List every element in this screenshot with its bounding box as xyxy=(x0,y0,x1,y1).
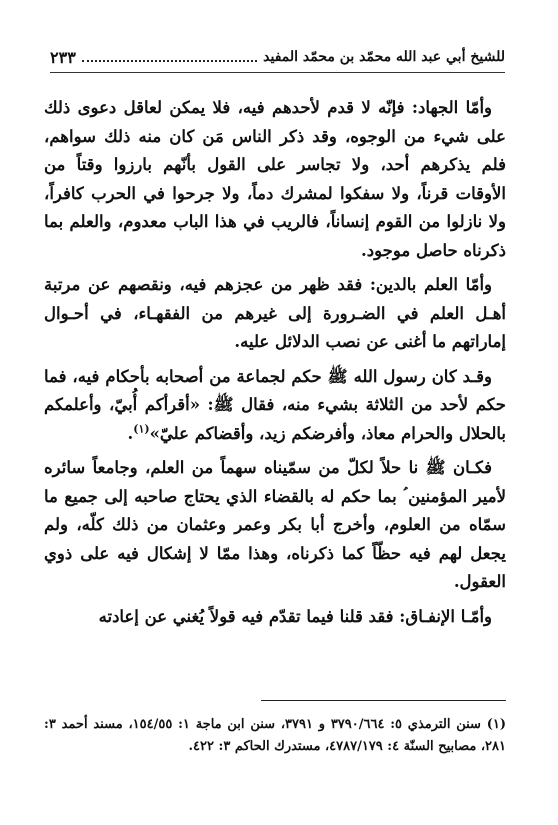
footnote-1: (١) سنن الترمذي ٥: ٣٧٩٠/٦٦٤ و ٣٧٩١، سنن ابن ماجة ١: ١٥٤/٥٥، مسند أحمد ٣: ٢٨١، مصابيح السنّة ٤: ٤٧٨٧/١٧٩، مستدرك الحاكم ٣: ٤٢٢. xyxy=(44,717,507,754)
paragraph-end-period: . xyxy=(127,423,134,443)
header-dot-leader xyxy=(82,52,257,62)
running-header xyxy=(50,44,505,70)
paragraph-jihad: وأمّا الجهاد: فإنّه لا قدم لأحدهم فيه، فلا يمكن لعاقل دعوى ذلك على شيء من الوجوه، وقد ذكر الناس مَن كان منه ذلك سواهم، فلم يذكرهم أحد، ولا تجاسر على القول بأنّهم بارزوا وقتاً من الأوقات قرناً، ولا سفكوا لمشرك دماً، ولا جرحوا في الحرب كافراً، ولا نازلوا من القوم إنساناً، فالريب في هذا الباب معدوم، والعلم بما ذكرناه حاصل موجود. xyxy=(44,98,506,260)
footnote-reference: (١) xyxy=(133,422,150,435)
running-header-title: للشيخ أبي عبد الله محمّد بن محمّد المفيد xyxy=(263,49,505,65)
main-text xyxy=(44,94,506,631)
page-number: ٢٣٣ xyxy=(50,47,76,67)
paragraph-spending: وأمّـا الإنفـاق: فقد قلنا فيما تقدّم فيه قولاً يُغني عن إعادته xyxy=(98,606,492,626)
footnotes xyxy=(44,714,506,758)
paragraph-prophet-rulings xyxy=(44,363,506,449)
paragraph-knowledge: وأمّا العلم بالدين: فقد ظهر من عجزهم فيه، ونقصهم عن مرتبة أهـل العلم في الضـرورة إلى غيرهم من الفقهـاء، في أحـوال إماراتهم ما أغنى عن نصب الدلائل عليه. xyxy=(44,275,506,351)
paragraph-prophet-rulings-text: وقـد كان رسول الله ﷺ حكم لجماعة من أصحابه بأحكام فيه، فما حكم لأحد من الثلاثة بشيء منه، فقال ﷺ: «أقرأكم أُبيّ، وأعلمكم بالحلال والحرام معاذ، وأفرضكم زيد، وأقضاكم عليّ» xyxy=(44,366,506,443)
header-rule xyxy=(50,72,505,73)
footnote-separator xyxy=(261,700,506,701)
paragraph-distribution: فكـان ﷺ نا حلاً لكلّ من سمّيناه سهماً من العلم، وجامعاً سائره لأمير المؤمنين ؑ بما حكم له بالقضاء الذي يحتاج صاحبه إلى جميع ما سمّاه من العلوم، وأخرج أبا بكر وعمر وعثمان من ذلك كلّه، ولم يجعل لهم فيه حظّاً كما ذكرناه، وهذا ممّا لا إشكال فيه على ذوي العقول. xyxy=(44,458,506,591)
